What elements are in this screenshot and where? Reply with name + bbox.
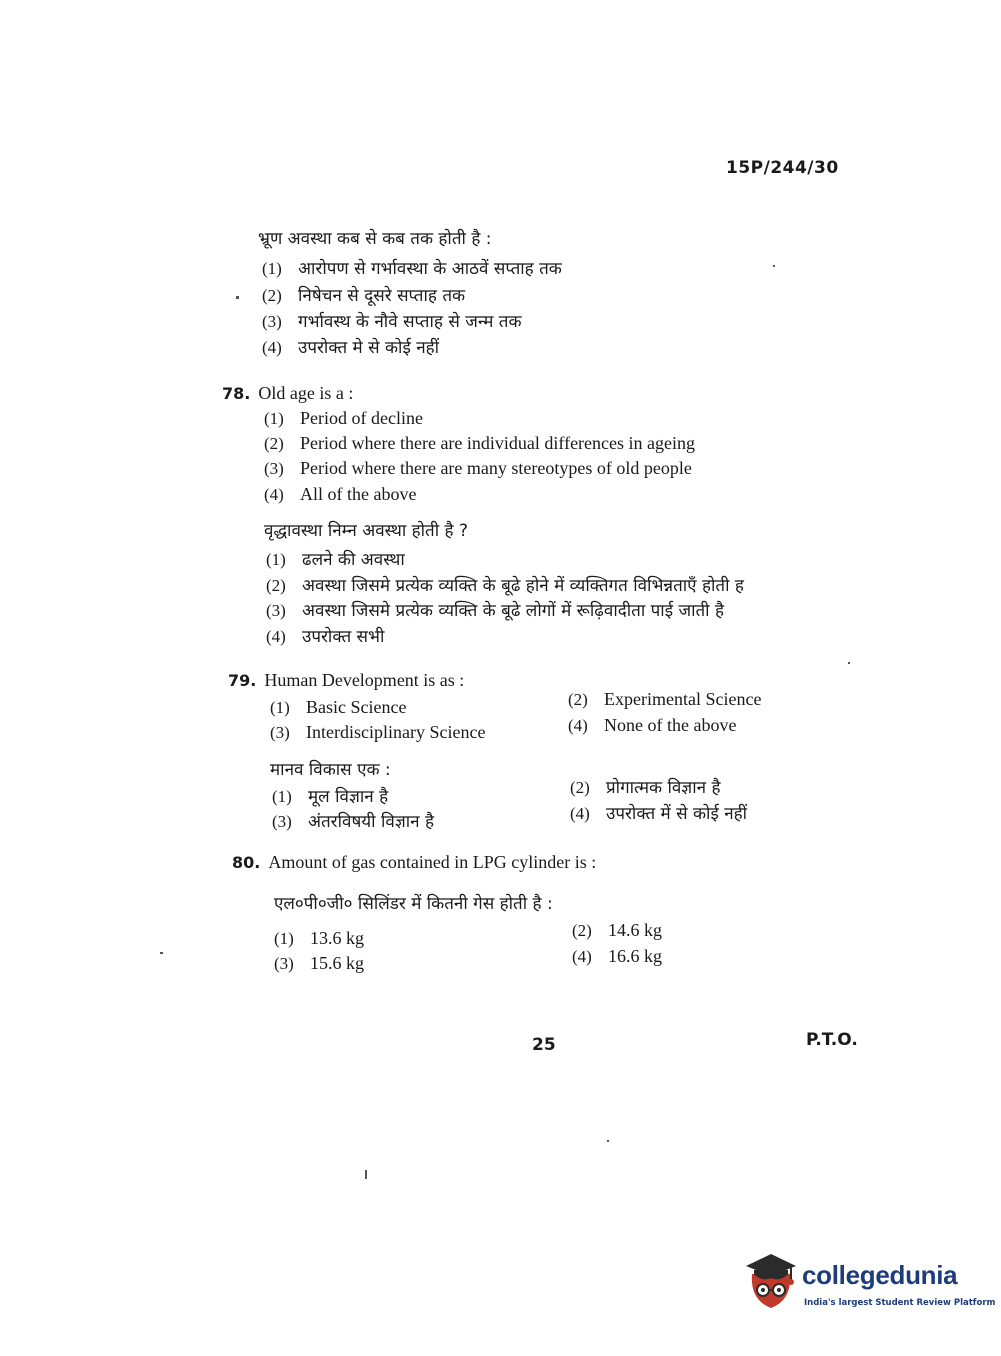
q80-option-1: (1) 13.6 kg [274,928,364,948]
q77-hindi-option-4: (4) उपरोक्त मे से कोई नहीं [262,338,440,358]
q78-option-1: (1) Period of decline [264,408,423,428]
q79-option-2: (2) Experimental Science [568,689,762,709]
q80-option-3: (3) 15.6 kg [274,953,364,973]
q80-stem-hi: एल०पी०जी० सिलिंडर में कितनी गेस होती है : [274,894,553,914]
scan-speck [365,1170,367,1179]
q80-option-4: (4) 16.6 kg [572,946,662,966]
q79-hindi-option-1: (1) मूल विज्ञान है [272,787,389,807]
q79-hindi-option-4: (4) उपरोक्त में से कोई नहीं [570,804,748,824]
brand-tagline: India's largest Student Review Platform [804,1298,996,1308]
q78-option-2: (2) Period where there are individual differences in ageing [264,433,696,453]
q77-hindi-option-1: (1) आरोपण से गर्भावस्था के आठवें सप्ताह तक [262,259,562,279]
collegedunia-logo [742,1248,996,1318]
q78-stem-hi: वृद्धावस्था निम्न अवस्था होती है ? [264,521,469,541]
q79-hindi-option-3: (3) अंतरविषयी विज्ञान है [272,812,434,832]
pto-label: P.T.O. [806,1030,858,1050]
q79-hindi-option-2: (2) प्रोगात्मक विज्ञान है [570,778,721,798]
q77-hindi-stem: भ्रूण अवस्था कब से कब तक होती है : [258,229,492,249]
q78-option-4: (4) All of the above [264,484,417,504]
q78-hindi-option-3: (3) अवस्था जिसमे प्रत्येक व्यक्ति के बूढे लोगों में रूढ़िवादीता पाई जाती है [266,601,724,621]
page-number: 25 [532,1035,556,1055]
q78-option-3: (3) Period where there are many stereotypes of old people [264,458,692,478]
scan-speck [236,296,239,299]
q78-hindi-option-2: (2) अवस्था जिसमे प्रत्येक व्यक्ति के बूढे होने में व्यक्तिगत विभिन्नताएँ होती ह [266,576,744,596]
q77-hindi-option-2: (2) निषेचन से दूसरे सप्ताह तक [262,286,466,306]
mascot-icon [742,1252,800,1314]
q78-number: 78. [222,384,251,403]
scan-speck [773,265,775,267]
q79-stem-en: 79. Human Development is as : [228,670,465,690]
q78-hindi-option-1: (1) ढलने की अवस्था [266,550,405,570]
paper-code: 15P/244/30 [726,158,839,178]
q79-option-3: (3) Interdisciplinary Science [270,722,486,742]
q80-stem-en: 80. Amount of gas contained in LPG cylinder is : [232,852,597,872]
q80-number: 80. [232,853,261,872]
q78-hindi-option-4: (4) उपरोक्त सभी [266,627,385,647]
q79-number: 79. [228,671,257,690]
q80-option-2: (2) 14.6 kg [572,920,662,940]
scan-speck [160,952,163,954]
scan-speck [607,1140,609,1142]
q79-stem-hi: मानव विकास एक : [270,760,391,780]
brand-name: collegedunia [802,1260,958,1290]
q78-stem-en: 78. Old age is a : [222,383,354,403]
q79-option-4: (4) None of the above [568,715,737,735]
q77-hindi-option-3: (3) गर्भावस्थ के नौवे सप्ताह से जन्म तक [262,312,522,332]
scan-speck [848,662,850,664]
q79-option-1: (1) Basic Science [270,697,407,717]
